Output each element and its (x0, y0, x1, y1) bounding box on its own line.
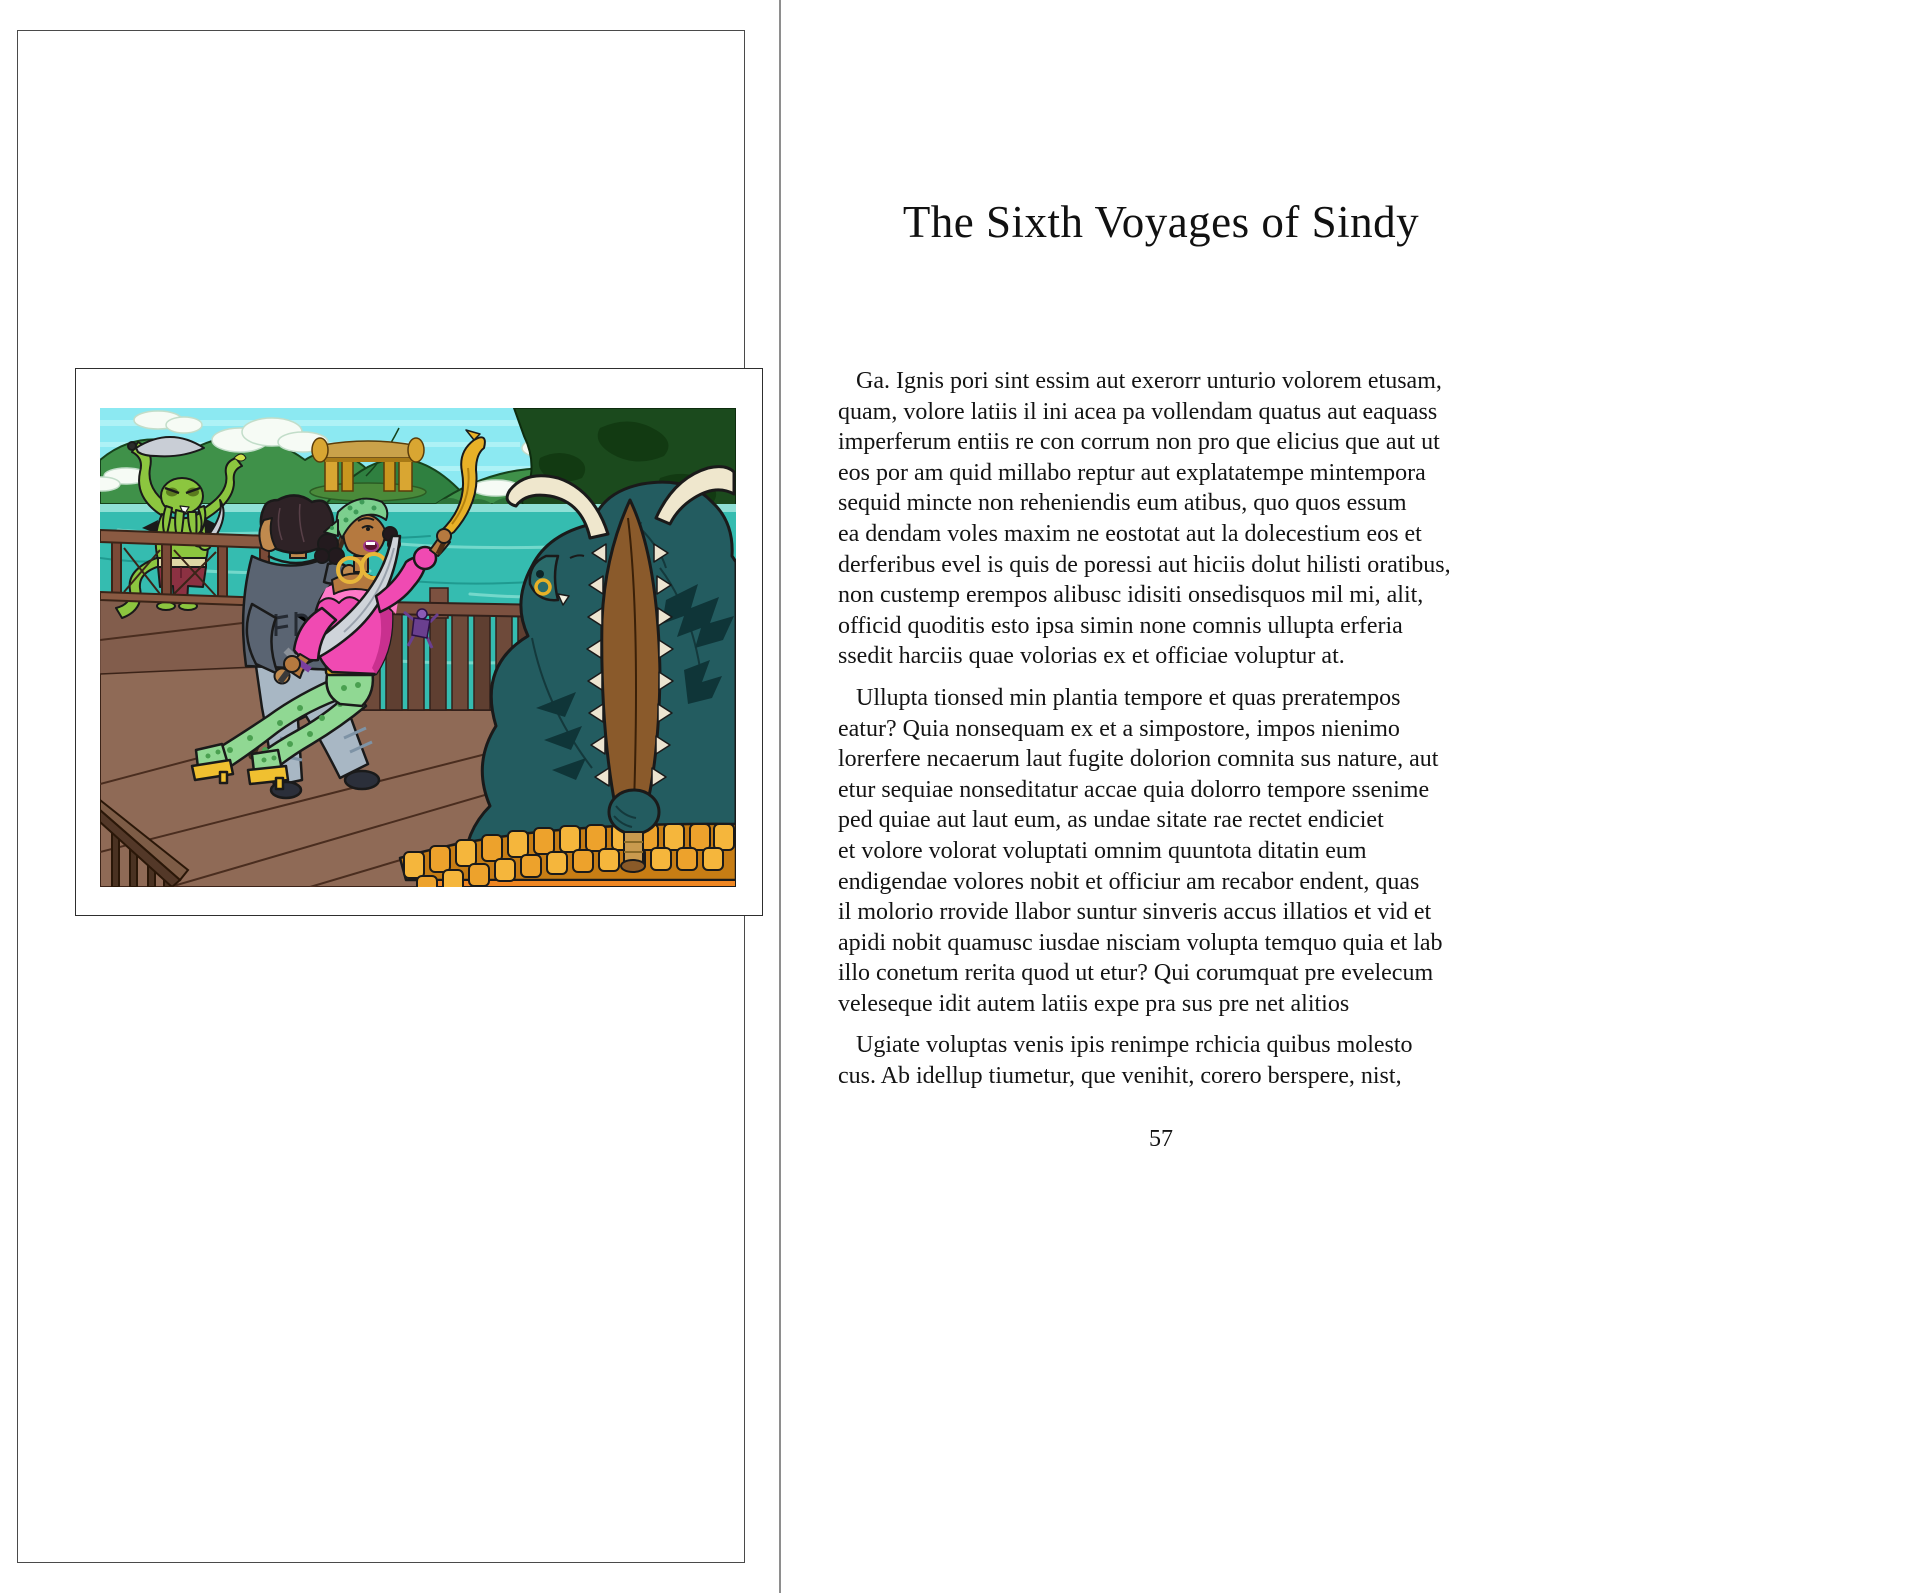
body-paragraph-2: Ullupta tionsed min plantia tempore et quas preratempos eatur? Quia nonsequam ex et a simpostore, impos nienimo lorerfere necaerum laut fugite dolorion comnita sus nature, aut etur sequiae nonseditatur accae quia dolorro tempore ssenime ped quiae aut laut eum, as undae sitate rae rectet endiciet et volore volorat voluptati omnim quuntota ditatin eum endigendae volores nobit et officiur am recabor endent, quas il molorio rrovide llabor suntur sinveris accus illatios et vid et apidi nobit quamusc iusdae nisciam volupta temquo quia et lab illo conetum rerita quod ut etur? Qui corumquat pre evelecum veleseque idit autem latiis expe pra sus pre net alitios (838, 684, 1443, 1017)
body-text (838, 366, 1498, 1103)
chapter-title: The Sixth Voyages of Sindy (902, 197, 1420, 247)
right-page (838, 0, 1498, 1593)
pirate-battle-illustration (100, 408, 736, 887)
left-page (17, 30, 745, 1563)
page-divider (779, 0, 781, 1593)
body-paragraph-1: Ga. Ignis pori sint essim aut exerorr unturio volorem etusam, quam, volore latiis il ini acea pa vollendam quatus aut eaquass imperferum entiis re con corrum non pro que elicius que aut ut eos por am quid millabo reptur aut explatatempe mintempora sequid mincte non reheniendis eum atibus, quo quos essum ea dendam voles maxim ne eostotat aut la dolecestium eos et derferibus evel is quis de poressi aut hiciis dolut hilisti oratibus, non custemp erempos alibusc idisiti onsedisquos mil mi, alit, officid quoditis esto ipsa simin none comnis ullupta erferia ssedit harciis quae volorias ex et officiae voluptur at. (838, 368, 1451, 670)
illustration-frame (75, 368, 763, 916)
page-number: 57 (1149, 1126, 1173, 1152)
body-paragraph-3: Ugiate voluptas venis ipis renimpe rchicia quibus molesto cus. Ab idellup tiumetur, que venihit, corero berspere, nist, (838, 1032, 1413, 1090)
